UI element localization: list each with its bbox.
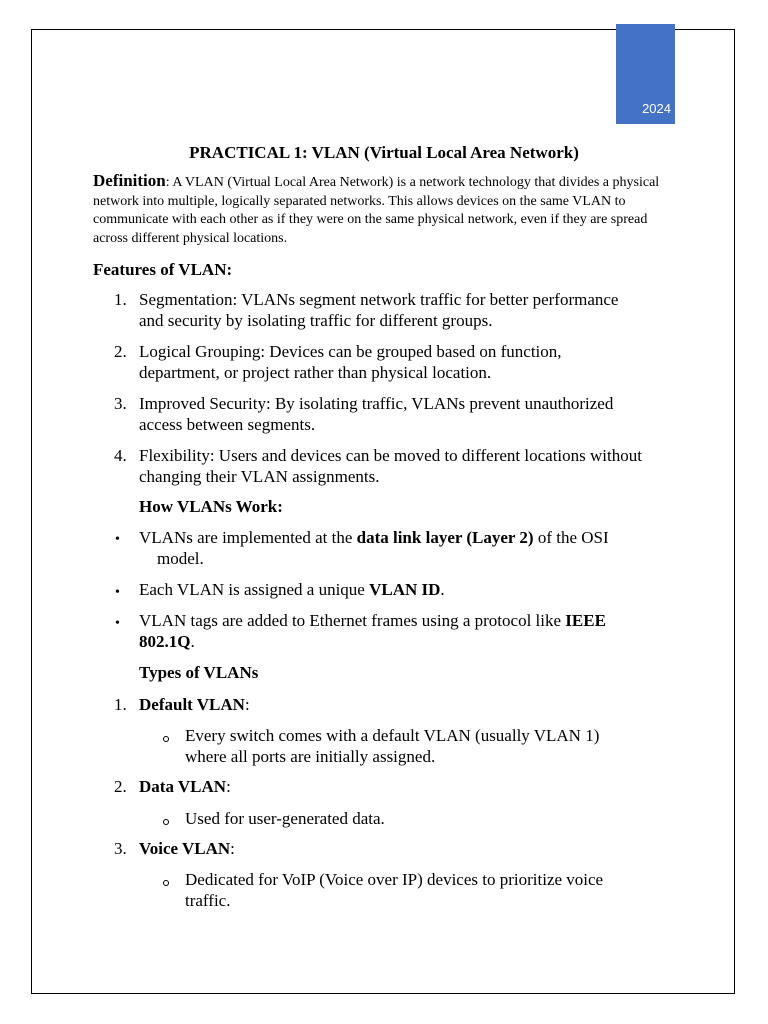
how-work-text: of the OSI	[533, 528, 609, 547]
type-number: 2.	[114, 777, 127, 796]
type-colon: :	[244, 695, 250, 714]
types-heading: Types of VLANs	[139, 663, 259, 682]
feature-number: 3.	[114, 394, 127, 413]
how-work-item	[139, 579, 445, 600]
bullet-dot: •	[115, 616, 120, 631]
type-title	[139, 776, 231, 797]
bullet-dot: •	[115, 532, 120, 547]
type-colon: :	[226, 777, 231, 796]
how-work-bold: data link layer (Layer 2)	[356, 528, 534, 547]
type-description: Used for user-generated data.	[185, 809, 385, 828]
sub-bullet-circle	[163, 736, 169, 742]
feature-line: changing their VLAN assignments.	[139, 467, 380, 486]
how-work-text: VLANs are implemented at the	[139, 528, 357, 547]
feature-number: 2.	[114, 342, 127, 361]
feature-line: department, or project rather than physical location.	[139, 363, 492, 382]
type-name: Data VLAN	[139, 777, 227, 796]
how-work-text: Each VLAN is assigned a unique	[139, 580, 370, 599]
year-tab	[616, 24, 675, 124]
feature-number: 4.	[114, 446, 127, 465]
how-work-item	[139, 527, 609, 548]
definition-paragraph	[93, 172, 683, 248]
sub-bullet-circle	[163, 880, 169, 886]
year-label: 2024	[642, 101, 671, 116]
features-heading: Features of VLAN:	[93, 260, 233, 279]
how-work-bold: IEEE	[565, 611, 606, 630]
definition-label: Definition	[93, 171, 166, 190]
definition-text: : A VLAN (Virtual Local Area Network) is a network technology that divides a physical network into multiple, logically separated networks. This allows devices on the same VLAN to communicate with each other as if they were on the same physical network, even if they are spread across different physical locations.	[93, 175, 660, 246]
how-work-text: VLAN tags are added to Ethernet frames using a protocol like	[139, 611, 566, 630]
how-work-item	[139, 610, 606, 631]
type-colon: :	[230, 839, 235, 858]
type-number: 3.	[114, 839, 127, 858]
sub-bullet-circle	[163, 819, 169, 825]
how-work-bold: 802.1Q	[139, 632, 191, 651]
type-title	[139, 694, 250, 715]
how-work-line	[139, 631, 195, 652]
how-vlans-work-heading: How VLANs Work:	[139, 497, 283, 516]
type-description: Dedicated for VoIP (Voice over IP) devices to prioritize voice	[185, 870, 604, 889]
type-name: Voice VLAN	[139, 839, 231, 858]
bullet-dot: •	[115, 585, 120, 600]
how-work-text: .	[190, 632, 195, 651]
type-title	[139, 838, 235, 859]
feature-number: 1.	[114, 290, 127, 309]
how-work-bold: VLAN ID	[369, 580, 441, 599]
feature-line: Segmentation: VLANs segment network traffic for better performance	[139, 290, 619, 309]
feature-line: and security by isolating traffic for different groups.	[139, 311, 493, 330]
feature-line: access between segments.	[139, 415, 316, 434]
how-work-text: .	[440, 580, 445, 599]
type-description: where all ports are initially assigned.	[185, 747, 436, 766]
feature-line: Flexibility: Users and devices can be moved to different locations without	[139, 446, 642, 465]
how-work-line: model.	[157, 549, 204, 568]
feature-line: Improved Security: By isolating traffic, VLANs prevent unauthorized	[139, 394, 614, 413]
type-description: traffic.	[185, 891, 231, 910]
type-name: Default VLAN	[139, 695, 245, 714]
type-number: 1.	[114, 695, 127, 714]
feature-line: Logical Grouping: Devices can be grouped based on function,	[139, 342, 562, 361]
type-description: Every switch comes with a default VLAN (usually VLAN 1)	[185, 726, 600, 745]
page-title: PRACTICAL 1: VLAN (Virtual Local Area Network)	[189, 143, 579, 162]
